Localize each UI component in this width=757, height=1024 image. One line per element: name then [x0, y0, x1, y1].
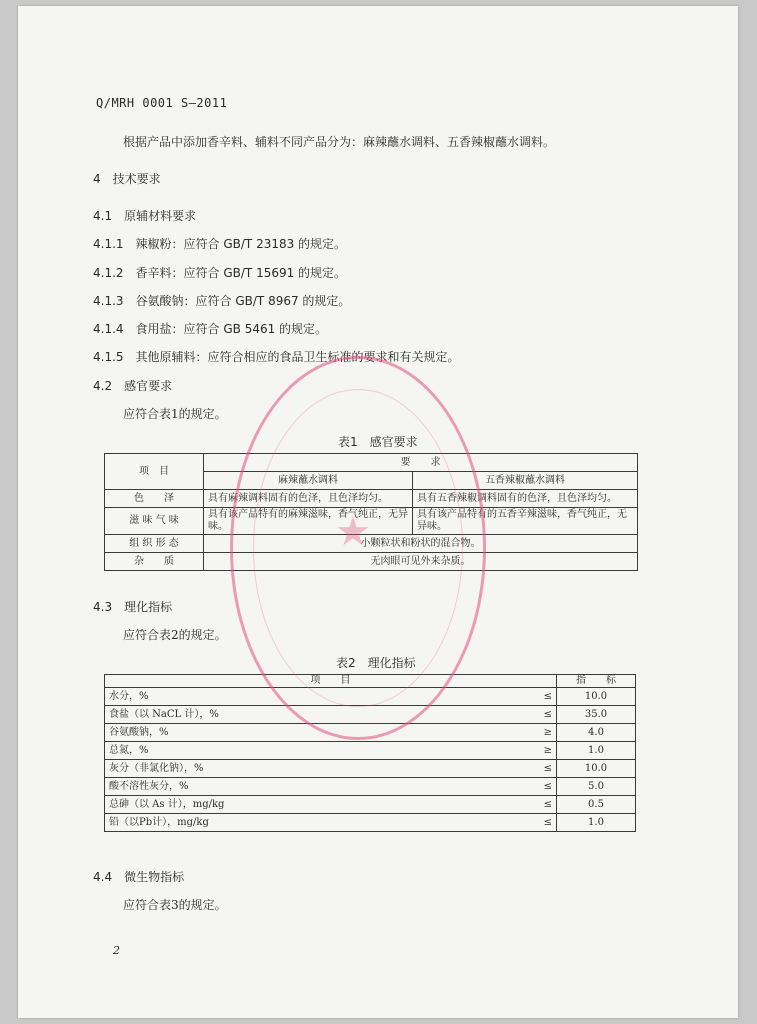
- table-row: [105, 724, 636, 742]
- table2-cell-symbol: ≤: [518, 706, 557, 724]
- table2-cell-symbol: ≤: [518, 778, 557, 796]
- section-4-1-heading: 4.1 原辅材料要求: [93, 209, 197, 223]
- page-number: 2: [113, 944, 120, 957]
- table1-cell-merged: 小颗粒状和粉状的混合物。: [204, 535, 638, 553]
- section-4-3-heading: 4.3 理化指标: [93, 600, 173, 614]
- table2-cell-value: 5.0: [557, 778, 636, 796]
- table1-subheader-mala: 麻辣蘸水调料: [204, 472, 413, 490]
- section-4-4-text: 应符合表3的规定。: [123, 898, 227, 912]
- table2-cell-symbol: ≥: [518, 724, 557, 742]
- sensory-table: [104, 453, 638, 571]
- table2-cell-symbol: ≥: [518, 742, 557, 760]
- table2-cell-symbol: ≤: [518, 760, 557, 778]
- table2-cell-item: 酸不溶性灰分，%: [105, 778, 519, 796]
- table-row: [105, 553, 638, 571]
- table1-cell-wuxiang: 具有该产品特有的五香辛辣滋味，香气纯正，无异味。: [413, 508, 638, 535]
- section-4-1-5: 4.1.5 其他原辅料：应符合相应的食品卫生标准的要求和有关规定。: [93, 350, 460, 364]
- section-4-4-heading: 4.4 微生物指标: [93, 870, 185, 884]
- table-row: [105, 814, 636, 832]
- table1-cell-mala: 具有麻辣调料固有的色泽，且色泽均匀。: [204, 490, 413, 508]
- document-id: Q/MRH 0001 S—2011: [96, 96, 228, 110]
- table2-cell-value: 35.0: [557, 706, 636, 724]
- table1-cell-wuxiang: 具有五香辣椒调料固有的色泽，且色泽均匀。: [413, 490, 638, 508]
- table2-cell-value: 1.0: [557, 742, 636, 760]
- table1-cell-item: 色 泽: [105, 490, 204, 508]
- table2-header-value: 指 标: [557, 675, 636, 688]
- table2-cell-item: 食盐（以 NaCL 计），%: [105, 706, 519, 724]
- table2-cell-item: 谷氨酸钠，%: [105, 724, 519, 742]
- physicochemical-table: [104, 674, 636, 832]
- table-row: [105, 490, 638, 508]
- table-row: [105, 535, 638, 553]
- section-4-3-text: 应符合表2的规定。: [123, 628, 227, 642]
- table-row: [105, 706, 636, 724]
- table1-caption: 表1 感官要求: [338, 435, 418, 449]
- table-row: [105, 796, 636, 814]
- table2-cell-value: 1.0: [557, 814, 636, 832]
- table1-cell-item: 杂 质: [105, 553, 204, 571]
- table2-cell-item: 水分，%: [105, 688, 519, 706]
- section-4-1-4: 4.1.4 食用盐：应符合 GB 5461 的规定。: [93, 322, 328, 336]
- table2-cell-item: 铅（以Pb计），mg/kg: [105, 814, 519, 832]
- table2-cell-symbol: ≤: [518, 688, 557, 706]
- section-4-1-2: 4.1.2 香辛料：应符合 GB/T 15691 的规定。: [93, 266, 347, 280]
- star-icon: ★: [335, 509, 371, 555]
- table2-cell-value: 4.0: [557, 724, 636, 742]
- table-row: [105, 742, 636, 760]
- intro-paragraph: 根据产品中添加香辛料、辅料不同产品分为：麻辣蘸水调料、五香辣椒蘸水调料。: [123, 135, 556, 149]
- table1-cell-item: 组 织 形 态: [105, 535, 204, 553]
- table2-cell-symbol: ≤: [518, 796, 557, 814]
- section-4-1-1: 4.1.1 辣椒粉：应符合 GB/T 23183 的规定。: [93, 237, 347, 251]
- table-row: [105, 688, 636, 706]
- section-4-heading: 4 技术要求: [93, 172, 161, 186]
- table2-cell-value: 0.5: [557, 796, 636, 814]
- document-page: [18, 6, 738, 1018]
- table2-cell-value: 10.0: [557, 760, 636, 778]
- table2-cell-item: 总氮，%: [105, 742, 519, 760]
- table2-cell-symbol: ≤: [518, 814, 557, 832]
- table1-cell-merged: 无肉眼可见外来杂质。: [204, 553, 638, 571]
- table2-cell-value: 10.0: [557, 688, 636, 706]
- table1-cell-item: 滋 味 气 味: [105, 508, 204, 535]
- table1-header-requirements: 要 求: [204, 454, 638, 472]
- table1-cell-mala: 具有该产品特有的麻辣滋味，香气纯正，无异味。: [204, 508, 413, 535]
- table-row: [105, 778, 636, 796]
- section-4-2-text: 应符合表1的规定。: [123, 407, 227, 421]
- table1-header-item: 项 目: [105, 454, 204, 490]
- section-4-2-heading: 4.2 感官要求: [93, 379, 173, 393]
- table2-cell-item: 灰分（非氯化钠），%: [105, 760, 519, 778]
- table-row: [105, 760, 636, 778]
- table2-cell-item: 总砷（以 As 计），mg/kg: [105, 796, 519, 814]
- table1-subheader-wuxiang: 五香辣椒蘸水调料: [413, 472, 638, 490]
- table2-header-item: 项 目: [105, 675, 557, 688]
- section-4-1-3: 4.1.3 谷氨酸钠：应符合 GB/T 8967 的规定。: [93, 294, 351, 308]
- table2-caption: 表2 理化指标: [336, 656, 416, 670]
- table-row: [105, 508, 638, 535]
